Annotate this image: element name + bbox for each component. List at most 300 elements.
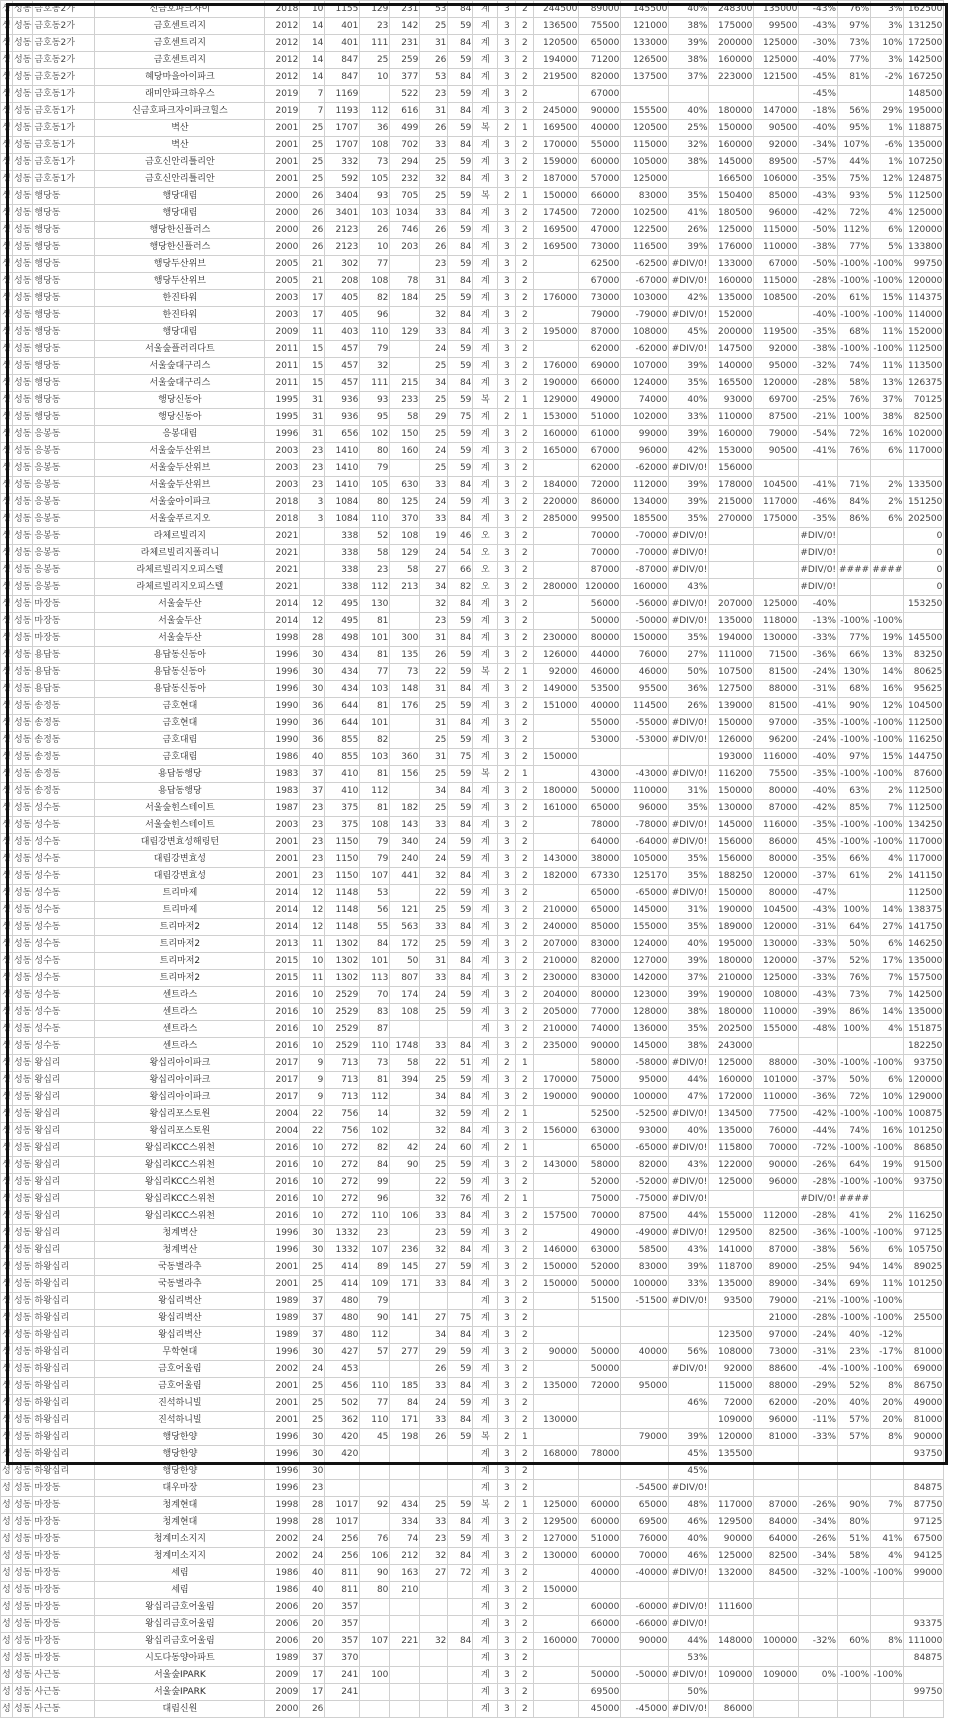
table-cell[interactable]: 하왕십리 bbox=[33, 1259, 95, 1276]
table-cell[interactable]: 38% bbox=[669, 18, 709, 35]
table-cell[interactable]: 84000 bbox=[754, 1514, 799, 1531]
table-cell[interactable]: 계 bbox=[473, 1038, 498, 1055]
table-cell[interactable]: 25 bbox=[420, 358, 448, 375]
table-cell[interactable]: -100% bbox=[871, 307, 904, 324]
table-cell[interactable]: 40% bbox=[838, 1395, 871, 1412]
table-cell[interactable]: 19 bbox=[420, 528, 448, 545]
table-cell[interactable]: 금호동1가 bbox=[33, 103, 95, 120]
table-cell[interactable]: 성 bbox=[1, 18, 13, 35]
table-cell[interactable]: 성수동 bbox=[33, 817, 95, 834]
table-cell[interactable]: 106 bbox=[360, 1548, 390, 1565]
table-cell[interactable]: 69000 bbox=[579, 358, 621, 375]
table-cell[interactable]: 2% bbox=[871, 494, 904, 511]
table-cell[interactable]: 33 bbox=[420, 324, 448, 341]
table-cell[interactable]: 33 bbox=[420, 477, 448, 494]
table-cell[interactable] bbox=[534, 732, 579, 749]
table-cell[interactable]: 61% bbox=[838, 290, 871, 307]
table-cell[interactable] bbox=[871, 1650, 904, 1667]
table-cell[interactable]: 78 bbox=[390, 273, 420, 290]
table-cell[interactable]: 0 bbox=[904, 562, 944, 579]
table-cell[interactable]: 31 bbox=[300, 426, 325, 443]
table-cell[interactable] bbox=[799, 1480, 838, 1497]
table-cell[interactable]: 계 bbox=[473, 1344, 498, 1361]
table-cell[interactable]: 50% bbox=[838, 936, 871, 953]
table-cell[interactable]: 36 bbox=[360, 120, 390, 137]
table-cell[interactable]: 한진타워 bbox=[95, 290, 265, 307]
table-cell[interactable]: 10 bbox=[300, 1208, 325, 1225]
table-cell[interactable]: 성 bbox=[1, 885, 13, 902]
table-cell[interactable]: #DIV/0! bbox=[669, 341, 709, 358]
table-cell[interactable]: 3 bbox=[498, 460, 516, 477]
table-cell[interactable]: 35% bbox=[669, 800, 709, 817]
table-cell[interactable]: 97125 bbox=[904, 1225, 944, 1242]
table-cell[interactable]: 99 bbox=[360, 1174, 390, 1191]
table-cell[interactable]: 108 bbox=[390, 528, 420, 545]
table-cell[interactable]: 3 bbox=[498, 851, 516, 868]
table-cell[interactable] bbox=[799, 1446, 838, 1463]
table-cell[interactable]: 27% bbox=[669, 647, 709, 664]
table-cell[interactable]: 134000 bbox=[621, 494, 669, 511]
table-cell[interactable]: 2 bbox=[516, 1072, 534, 1089]
table-cell[interactable]: 95000 bbox=[621, 1378, 669, 1395]
table-cell[interactable]: 205000 bbox=[534, 1004, 579, 1021]
table-cell[interactable]: 1034 bbox=[390, 205, 420, 222]
table-cell[interactable]: 182 bbox=[390, 800, 420, 817]
table-cell[interactable]: 계 bbox=[473, 460, 498, 477]
table-cell[interactable]: 2016 bbox=[265, 1140, 300, 1157]
table-cell[interactable]: 125000 bbox=[754, 970, 799, 987]
table-cell[interactable]: 하왕십리 bbox=[33, 1293, 95, 1310]
table-cell[interactable]: 414 bbox=[325, 1276, 360, 1293]
table-cell[interactable]: 151000 bbox=[534, 698, 579, 715]
table-cell[interactable]: 277 bbox=[390, 1344, 420, 1361]
table-cell[interactable]: 56% bbox=[838, 1242, 871, 1259]
table-cell[interactable]: 55 bbox=[360, 919, 390, 936]
table-cell[interactable]: 84 bbox=[448, 1378, 473, 1395]
table-cell[interactable]: 25 bbox=[300, 171, 325, 188]
table-cell[interactable]: 3 bbox=[498, 154, 516, 171]
table-cell[interactable]: 28 bbox=[300, 630, 325, 647]
table-cell[interactable] bbox=[534, 1565, 579, 1582]
table-cell[interactable]: -100% bbox=[871, 1361, 904, 1378]
table-cell[interactable]: -60000 bbox=[621, 1599, 669, 1616]
table-cell[interactable] bbox=[871, 596, 904, 613]
table-cell[interactable]: 59 bbox=[448, 1361, 473, 1378]
table-cell[interactable]: 서울숲두산위브 bbox=[95, 477, 265, 494]
table-cell[interactable]: 57 bbox=[360, 1344, 390, 1361]
table-cell[interactable]: #DIV/0! bbox=[669, 766, 709, 783]
table-cell[interactable]: 계 bbox=[473, 1, 498, 18]
table-cell[interactable]: 16% bbox=[871, 681, 904, 698]
table-cell[interactable]: 행당신동아 bbox=[95, 392, 265, 409]
table-cell[interactable]: 457 bbox=[325, 341, 360, 358]
table-cell[interactable]: 2 bbox=[498, 1106, 516, 1123]
table-cell[interactable]: 241 bbox=[325, 1684, 360, 1701]
table-cell[interactable]: -32% bbox=[799, 358, 838, 375]
table-cell[interactable]: #DIV/0! bbox=[669, 307, 709, 324]
table-cell[interactable] bbox=[579, 1463, 621, 1480]
table-cell[interactable]: 116000 bbox=[754, 749, 799, 766]
table-cell[interactable]: 77% bbox=[838, 239, 871, 256]
table-cell[interactable]: 1017 bbox=[325, 1514, 360, 1531]
table-cell[interactable]: 410 bbox=[325, 783, 360, 800]
table-cell[interactable]: #### bbox=[838, 562, 871, 579]
table-cell[interactable]: 3 bbox=[498, 477, 516, 494]
table-cell[interactable]: -40% bbox=[799, 52, 838, 69]
table-cell[interactable]: 202500 bbox=[904, 511, 944, 528]
table-cell[interactable] bbox=[754, 1446, 799, 1463]
table-cell[interactable]: 성동 bbox=[13, 1480, 33, 1497]
table-cell[interactable]: 21 bbox=[300, 256, 325, 273]
table-cell[interactable]: 1% bbox=[871, 120, 904, 137]
table-cell[interactable]: 성 bbox=[1, 766, 13, 783]
table-cell[interactable]: 60000 bbox=[579, 1599, 621, 1616]
table-cell[interactable]: 3 bbox=[498, 1174, 516, 1191]
table-cell[interactable]: 라체르빌리지폴리니 bbox=[95, 545, 265, 562]
table-cell[interactable]: 90000 bbox=[579, 1089, 621, 1106]
table-cell[interactable]: -41% bbox=[799, 477, 838, 494]
table-cell[interactable]: 480 bbox=[325, 1327, 360, 1344]
table-cell[interactable] bbox=[871, 1191, 904, 1208]
table-cell[interactable]: 103 bbox=[360, 681, 390, 698]
table-cell[interactable]: 성 bbox=[1, 1072, 13, 1089]
table-cell[interactable]: 성동 bbox=[13, 1412, 33, 1429]
table-cell[interactable]: 왕십리 bbox=[33, 1208, 95, 1225]
table-cell[interactable]: 59 bbox=[448, 18, 473, 35]
table-cell[interactable]: -24% bbox=[799, 732, 838, 749]
table-cell[interactable] bbox=[390, 460, 420, 477]
table-cell[interactable]: 응봉대림 bbox=[95, 426, 265, 443]
table-cell[interactable]: 73 bbox=[360, 1055, 390, 1072]
table-cell[interactable]: 1998 bbox=[265, 630, 300, 647]
table-cell[interactable]: 40% bbox=[669, 392, 709, 409]
table-cell[interactable]: 37% bbox=[669, 69, 709, 86]
table-cell[interactable]: 7% bbox=[871, 1497, 904, 1514]
table-cell[interactable]: 10 bbox=[300, 1004, 325, 1021]
table-cell[interactable]: 7 bbox=[300, 103, 325, 120]
table-cell[interactable]: 50% bbox=[838, 1072, 871, 1089]
table-cell[interactable]: 59 bbox=[448, 834, 473, 851]
table-cell[interactable]: 2 bbox=[516, 511, 534, 528]
table-cell[interactable]: 159000 bbox=[534, 154, 579, 171]
table-cell[interactable]: 53 bbox=[360, 885, 390, 902]
table-cell[interactable]: 트리마제 bbox=[95, 885, 265, 902]
table-cell[interactable]: 6% bbox=[871, 511, 904, 528]
table-cell[interactable]: 26 bbox=[300, 239, 325, 256]
table-cell[interactable]: 2 bbox=[516, 1565, 534, 1582]
table-cell[interactable]: 58% bbox=[838, 375, 871, 392]
table-cell[interactable]: 114000 bbox=[904, 307, 944, 324]
table-cell[interactable]: 복 bbox=[473, 120, 498, 137]
table-cell[interactable]: 157500 bbox=[534, 1208, 579, 1225]
table-cell[interactable]: 25 bbox=[300, 120, 325, 137]
table-cell[interactable]: 148000 bbox=[709, 1633, 754, 1650]
table-cell[interactable]: 성동 bbox=[13, 392, 33, 409]
table-cell[interactable]: 2 bbox=[516, 681, 534, 698]
table-cell[interactable]: 99000 bbox=[621, 426, 669, 443]
table-cell[interactable]: 진석하니빌 bbox=[95, 1412, 265, 1429]
table-cell[interactable] bbox=[871, 1616, 904, 1633]
table-cell[interactable]: 420 bbox=[325, 1429, 360, 1446]
table-cell[interactable]: -45% bbox=[799, 86, 838, 103]
table-cell[interactable]: 47% bbox=[669, 1089, 709, 1106]
table-cell[interactable]: 3 bbox=[498, 783, 516, 800]
table-cell[interactable]: 25 bbox=[420, 18, 448, 35]
table-cell[interactable]: 14 bbox=[300, 52, 325, 69]
table-cell[interactable]: 68% bbox=[838, 681, 871, 698]
table-cell[interactable]: 3 bbox=[498, 18, 516, 35]
table-cell[interactable]: -43% bbox=[799, 1, 838, 18]
table-cell[interactable]: 성동 bbox=[13, 341, 33, 358]
table-cell[interactable]: 성동 bbox=[13, 86, 33, 103]
table-cell[interactable]: 계 bbox=[473, 18, 498, 35]
table-cell[interactable]: 118700 bbox=[709, 1259, 754, 1276]
table-cell[interactable]: 성동 bbox=[13, 834, 33, 851]
table-cell[interactable]: 10 bbox=[300, 1, 325, 18]
table-cell[interactable]: 155000 bbox=[709, 1208, 754, 1225]
table-cell[interactable]: -32% bbox=[799, 1565, 838, 1582]
table-cell[interactable]: 109000 bbox=[709, 1412, 754, 1429]
table-cell[interactable]: 1996 bbox=[265, 1225, 300, 1242]
table-cell[interactable]: 59 bbox=[448, 800, 473, 817]
table-cell[interactable]: 37 bbox=[300, 766, 325, 783]
table-cell[interactable]: 117000 bbox=[754, 494, 799, 511]
table-cell[interactable]: 129500 bbox=[709, 1225, 754, 1242]
table-cell[interactable]: 계 bbox=[473, 817, 498, 834]
table-cell[interactable]: 108000 bbox=[621, 324, 669, 341]
table-cell[interactable]: 60 bbox=[448, 1140, 473, 1157]
table-cell[interactable]: 84 bbox=[448, 1, 473, 18]
table-cell[interactable]: 계 bbox=[473, 103, 498, 120]
table-cell[interactable]: 금호동1가 bbox=[33, 120, 95, 137]
table-cell[interactable]: 248300 bbox=[709, 1, 754, 18]
table-cell[interactable]: 95500 bbox=[621, 681, 669, 698]
table-cell[interactable]: 78000 bbox=[579, 1446, 621, 1463]
table-cell[interactable]: 성 bbox=[1, 919, 13, 936]
table-cell[interactable]: 청계현대 bbox=[95, 1514, 265, 1531]
table-cell[interactable]: 성 bbox=[1, 1429, 13, 1446]
table-cell[interactable]: 56 bbox=[360, 902, 390, 919]
table-cell[interactable]: 84 bbox=[448, 1123, 473, 1140]
table-cell[interactable]: 성동 bbox=[13, 562, 33, 579]
table-cell[interactable]: 51500 bbox=[579, 1293, 621, 1310]
table-cell[interactable]: 122000 bbox=[709, 1157, 754, 1174]
table-cell[interactable]: 서울숲IPARK bbox=[95, 1684, 265, 1701]
table-cell[interactable]: -100% bbox=[871, 766, 904, 783]
table-cell[interactable] bbox=[838, 460, 871, 477]
table-cell[interactable]: 111600 bbox=[709, 1599, 754, 1616]
table-cell[interactable] bbox=[754, 1480, 799, 1497]
table-cell[interactable]: 3 bbox=[498, 1378, 516, 1395]
table-cell[interactable]: 계 bbox=[473, 987, 498, 1004]
table-cell[interactable]: 84 bbox=[448, 324, 473, 341]
table-cell[interactable]: 성동 bbox=[13, 1429, 33, 1446]
table-cell[interactable]: 59 bbox=[448, 885, 473, 902]
table-cell[interactable]: 계 bbox=[473, 86, 498, 103]
table-cell[interactable]: 1989 bbox=[265, 1310, 300, 1327]
table-cell[interactable] bbox=[390, 1463, 420, 1480]
table-cell[interactable]: 85% bbox=[838, 800, 871, 817]
table-cell[interactable]: 응봉동 bbox=[33, 545, 95, 562]
table-cell[interactable]: 79 bbox=[360, 341, 390, 358]
table-cell[interactable]: 200000 bbox=[709, 324, 754, 341]
table-cell[interactable] bbox=[534, 1667, 579, 1684]
table-cell[interactable]: 165500 bbox=[709, 375, 754, 392]
table-cell[interactable]: 34 bbox=[420, 375, 448, 392]
table-cell[interactable]: 39% bbox=[669, 35, 709, 52]
table-cell[interactable]: 33% bbox=[669, 1276, 709, 1293]
table-cell[interactable]: 24 bbox=[300, 1531, 325, 1548]
table-cell[interactable]: 계 bbox=[473, 1480, 498, 1497]
table-cell[interactable] bbox=[534, 528, 579, 545]
table-cell[interactable]: 2011 bbox=[265, 375, 300, 392]
table-cell[interactable]: 59 bbox=[448, 443, 473, 460]
table-cell[interactable]: 93 bbox=[360, 392, 390, 409]
table-cell[interactable]: 111 bbox=[360, 375, 390, 392]
table-cell[interactable]: 성동 bbox=[13, 1395, 33, 1412]
table-cell[interactable]: 111000 bbox=[709, 647, 754, 664]
table-cell[interactable]: 성동 bbox=[13, 1497, 33, 1514]
table-cell[interactable]: 180000 bbox=[534, 783, 579, 800]
table-cell[interactable]: 272 bbox=[325, 1174, 360, 1191]
table-cell[interactable]: 39% bbox=[669, 358, 709, 375]
table-cell[interactable]: 오 bbox=[473, 562, 498, 579]
table-cell[interactable]: 210000 bbox=[534, 902, 579, 919]
table-cell[interactable]: 210000 bbox=[534, 1021, 579, 1038]
table-cell[interactable]: 272 bbox=[325, 1208, 360, 1225]
table-cell[interactable]: 3 bbox=[498, 1072, 516, 1089]
table-cell[interactable]: 성 bbox=[1, 307, 13, 324]
table-cell[interactable]: 17 bbox=[300, 307, 325, 324]
table-cell[interactable]: 40% bbox=[669, 936, 709, 953]
table-cell[interactable]: 71200 bbox=[579, 52, 621, 69]
table-cell[interactable]: 66000 bbox=[579, 1616, 621, 1633]
table-cell[interactable]: -40% bbox=[799, 307, 838, 324]
table-cell[interactable]: 35% bbox=[669, 919, 709, 936]
table-cell[interactable]: 80000 bbox=[754, 783, 799, 800]
table-cell[interactable]: 1332 bbox=[325, 1225, 360, 1242]
table-cell[interactable] bbox=[871, 1701, 904, 1718]
table-cell[interactable]: 108 bbox=[390, 1004, 420, 1021]
table-cell[interactable]: 82000 bbox=[621, 1157, 669, 1174]
table-cell[interactable]: 116500 bbox=[621, 239, 669, 256]
table-cell[interactable] bbox=[579, 749, 621, 766]
table-cell[interactable]: 360 bbox=[390, 749, 420, 766]
table-cell[interactable]: 129 bbox=[360, 1, 390, 18]
table-cell[interactable]: 169500 bbox=[534, 222, 579, 239]
table-cell[interactable]: 58500 bbox=[621, 1242, 669, 1259]
table-cell[interactable]: 235000 bbox=[534, 1038, 579, 1055]
table-cell[interactable]: 성 bbox=[1, 1395, 13, 1412]
table-cell[interactable]: 성 bbox=[1, 834, 13, 851]
table-cell[interactable]: 46000 bbox=[621, 664, 669, 681]
table-cell[interactable]: 125000 bbox=[709, 1174, 754, 1191]
table-cell[interactable]: 59 bbox=[448, 1429, 473, 1446]
table-cell[interactable]: 31 bbox=[420, 681, 448, 698]
table-cell[interactable]: -56000 bbox=[621, 596, 669, 613]
table-cell[interactable]: 86000 bbox=[579, 494, 621, 511]
table-cell[interactable]: 대림강변효성 bbox=[95, 868, 265, 885]
table-cell[interactable]: 174 bbox=[390, 987, 420, 1004]
table-cell[interactable]: 1302 bbox=[325, 953, 360, 970]
table-cell[interactable]: 7% bbox=[871, 987, 904, 1004]
table-cell[interactable]: 73 bbox=[360, 154, 390, 171]
table-cell[interactable]: 3 bbox=[498, 1684, 516, 1701]
table-cell[interactable]: 3 bbox=[498, 494, 516, 511]
table-cell[interactable]: 90 bbox=[390, 1157, 420, 1174]
table-cell[interactable]: 계 bbox=[473, 1004, 498, 1021]
table-cell[interactable]: 1 bbox=[516, 1191, 534, 1208]
table-cell[interactable] bbox=[448, 1463, 473, 1480]
table-cell[interactable]: 118000 bbox=[754, 613, 799, 630]
table-cell[interactable]: -41% bbox=[799, 443, 838, 460]
table-cell[interactable]: 133000 bbox=[709, 256, 754, 273]
table-cell[interactable] bbox=[838, 86, 871, 103]
table-cell[interactable]: 89000 bbox=[754, 1259, 799, 1276]
table-cell[interactable]: 40% bbox=[669, 1, 709, 18]
table-cell[interactable]: 행당두산위브 bbox=[95, 256, 265, 273]
table-cell[interactable]: 35% bbox=[669, 188, 709, 205]
table-cell[interactable]: 대림강변효성 bbox=[95, 851, 265, 868]
table-cell[interactable]: 금호신안리틀리안 bbox=[95, 171, 265, 188]
table-cell[interactable]: #DIV/0! bbox=[669, 1191, 709, 1208]
table-cell[interactable] bbox=[838, 1701, 871, 1718]
table-cell[interactable]: 25 bbox=[420, 460, 448, 477]
table-cell[interactable]: 180000 bbox=[709, 103, 754, 120]
table-cell[interactable]: -43% bbox=[799, 18, 838, 35]
table-cell[interactable]: 121000 bbox=[621, 18, 669, 35]
table-cell[interactable]: -52000 bbox=[621, 1174, 669, 1191]
table-cell[interactable] bbox=[754, 579, 799, 596]
table-cell[interactable]: 72% bbox=[838, 426, 871, 443]
table-cell[interactable]: 6% bbox=[871, 1072, 904, 1089]
table-cell[interactable] bbox=[871, 545, 904, 562]
table-cell[interactable]: 38% bbox=[669, 52, 709, 69]
table-cell[interactable]: 630 bbox=[390, 477, 420, 494]
table-cell[interactable]: 25 bbox=[420, 154, 448, 171]
table-cell[interactable]: 87000 bbox=[754, 800, 799, 817]
table-cell[interactable] bbox=[534, 715, 579, 732]
table-cell[interactable]: 59 bbox=[448, 766, 473, 783]
table-cell[interactable]: 160000 bbox=[709, 426, 754, 443]
table-cell[interactable]: 서울숲대구리스 bbox=[95, 375, 265, 392]
table-cell[interactable]: 107% bbox=[838, 137, 871, 154]
table-cell[interactable]: 59 bbox=[448, 358, 473, 375]
table-cell[interactable]: 107 bbox=[360, 1633, 390, 1650]
table-cell[interactable]: 2123 bbox=[325, 222, 360, 239]
table-cell[interactable]: 12% bbox=[871, 171, 904, 188]
table-cell[interactable] bbox=[448, 1480, 473, 1497]
table-cell[interactable]: 계 bbox=[473, 1021, 498, 1038]
table-cell[interactable]: 855 bbox=[325, 749, 360, 766]
table-cell[interactable] bbox=[754, 1701, 799, 1718]
table-cell[interactable]: 105750 bbox=[904, 1242, 944, 1259]
table-cell[interactable]: 180500 bbox=[709, 205, 754, 222]
table-cell[interactable]: 3% bbox=[871, 1, 904, 18]
table-cell[interactable]: 성 bbox=[1, 1242, 13, 1259]
table-cell[interactable]: 2 bbox=[498, 1497, 516, 1514]
table-cell[interactable]: 84 bbox=[448, 137, 473, 154]
table-cell[interactable]: -78000 bbox=[621, 817, 669, 834]
table-cell[interactable]: 22 bbox=[300, 1123, 325, 1140]
table-cell[interactable]: 936 bbox=[325, 409, 360, 426]
table-cell[interactable]: 2 bbox=[516, 1582, 534, 1599]
table-cell[interactable]: -100% bbox=[871, 1140, 904, 1157]
table-cell[interactable]: 27 bbox=[420, 1259, 448, 1276]
table-cell[interactable]: 84 bbox=[448, 970, 473, 987]
table-cell[interactable]: 84875 bbox=[904, 1650, 944, 1667]
table-cell[interactable]: -100% bbox=[838, 1667, 871, 1684]
